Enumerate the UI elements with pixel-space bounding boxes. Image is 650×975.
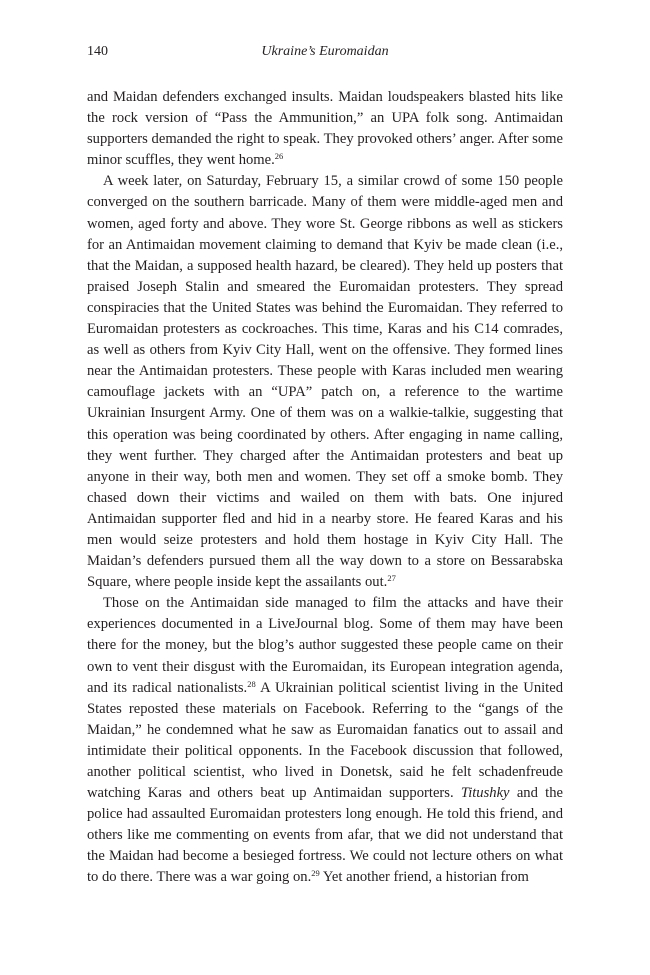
text-run: and the police had assaulted Euromaidan protesters long enough. He told this friend, and others like me commenting on events from afar, that we did not understand that the Maidan had become a besieged fortress. We could not lecture others on what to do there. There was a war going on. bbox=[87, 785, 563, 886]
page-number: 140 bbox=[87, 44, 108, 59]
page-header bbox=[87, 44, 563, 64]
text-run: A Ukrainian political scientist living in the United States reposted these materials on Facebook. Referring to the “gangs of the Maidan,” he condemned what he saw as Euromaidan fanatics out to assail and intimidate their political opponents. In the Facebook discussion that followed, another political scientist, who lived in Donetsk, said he felt schadenfreude watching Karas and others beat up Antimaidan supporters. bbox=[87, 679, 563, 802]
footnote-marker[interactable]: 27 bbox=[387, 573, 396, 584]
footnote-marker[interactable]: 29 bbox=[311, 868, 320, 879]
body-text bbox=[87, 87, 563, 889]
paragraph bbox=[87, 87, 563, 171]
text-run: Those on the Antimaidan side managed to film the attacks and have their experiences documented in a LiveJournal blog. Some of them may have been there for the money, but the blog’s author suggested these people came on their own to vent their disgust with the Euromaidan, its European integration agenda, and its radical nationalists. bbox=[87, 595, 563, 696]
italic-term: Titushky bbox=[460, 785, 510, 802]
running-title: Ukraine’s Euromaidan bbox=[261, 44, 389, 59]
text-run: and Maidan defenders exchanged insults. Maidan loudspeakers blasted hits like the rock version of “Pass the Ammunition,” an UPA folk song. Antimaidan supporters demanded the right to speak. They provoked others’ anger. After some minor scuffles, they went home. bbox=[87, 89, 563, 169]
footnote-marker[interactable]: 26 bbox=[274, 151, 284, 162]
paragraph bbox=[87, 593, 563, 888]
footnote-marker[interactable]: 28 bbox=[247, 678, 256, 689]
text-run: A week later, on Saturday, February 15, a similar crowd of some 150 people converged on the southern barricade. Many of them were middle-aged men and women, aged forty and above. They wore St. George ribbons as well as stickers for an Antimaidan movement claiming to demand that Kyiv be made clean (i.e., that the Maidan, a supposed health hazard, be cleared). They held up posters that praised Joseph Stalin and smeared the Euromaidan protesters. They spread conspiracies that the United States was behind the Euromaidan. They referred to Euromaidan protesters as cockroaches. This time, Karas and his C14 comrades, as well as others from Kyiv City Hall, went on the offensive. They formed lines near the Antimaidan protesters. These people with Karas included men wearing camouflage jackets with an “UPA” patch on, a reference to the wartime Ukrainian Insurgent Army. One of them was on a walkie-talkie, suggesting that this operation was being coordinated by others. After engaging in name calling, they went further. They charged after the Antimaidan protesters and beat up anyone in their way, both men and women. They set off a smoke bomb. They chased down their victims and wailed on them with bats. One injured Antimaidan supporter fled and hid in a nearby store. He feared Karas and his men would seize protesters and hold them hostage in Kyiv City Hall. The Maidan’s defenders pursued them all the way down to a store on Bessarabska Square, where people inside kept the assailants out. bbox=[87, 173, 563, 591]
text-run: Yet another friend, a historian from bbox=[319, 869, 529, 886]
paragraph bbox=[87, 171, 563, 593]
